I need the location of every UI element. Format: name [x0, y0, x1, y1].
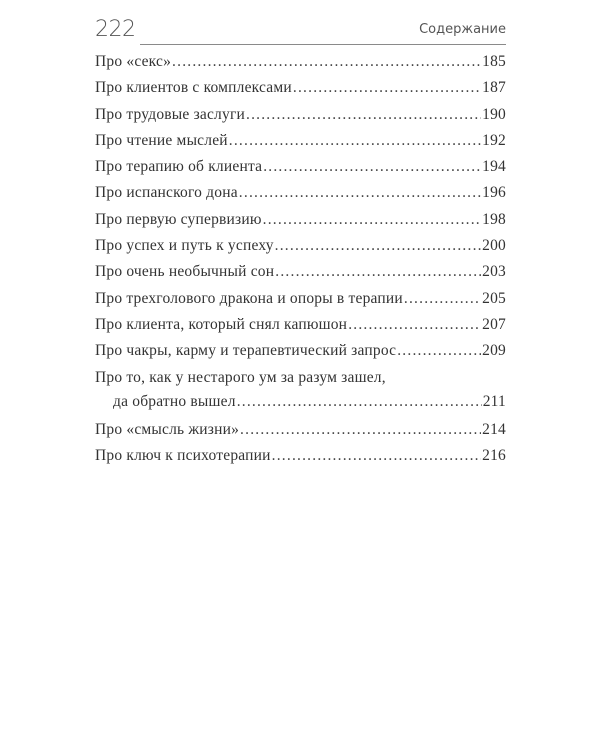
toc-entry-page: 203: [482, 263, 506, 281]
dot-leader: [293, 78, 481, 98]
dot-leader: [404, 289, 481, 309]
toc-entry-page: 198: [482, 210, 506, 228]
dot-leader: [240, 420, 481, 440]
toc-entry-title-line1: Про то, как у нестарого ум за разум зашел,: [95, 368, 386, 386]
toc-entry-title: Про успех и путь к успеху: [95, 237, 274, 255]
toc-entry-page: 207: [482, 315, 506, 333]
dot-leader: [397, 341, 481, 361]
toc-entry-title: Про чакры, карму и терапевтический запрос: [95, 342, 397, 360]
toc-entry-page: 214: [482, 420, 506, 438]
toc-entry-page: 196: [482, 184, 506, 202]
dot-leader: [229, 131, 481, 151]
toc-entry-title: Про клиентов с комплексами: [95, 79, 292, 97]
toc-entry-title: Про клиента, который снял капюшон: [95, 315, 348, 333]
toc-entry-page: 200: [482, 237, 506, 255]
dot-leader: [239, 183, 481, 203]
dot-leader: [263, 157, 481, 177]
toc-entry[interactable]: [95, 183, 506, 209]
toc-entry[interactable]: [95, 236, 506, 262]
section-title: Содержание: [419, 22, 506, 37]
toc-entry[interactable]: [95, 210, 506, 236]
dot-leader: [237, 392, 482, 412]
toc-entry-page: 216: [482, 446, 506, 464]
dot-leader: [275, 236, 481, 256]
toc-entry[interactable]: [95, 420, 506, 446]
toc-entry-title-line2: да обратно вышел: [113, 392, 236, 410]
toc-entry-page: 192: [482, 131, 506, 149]
toc-entry[interactable]: [95, 157, 506, 183]
toc-entry[interactable]: [95, 262, 506, 288]
toc-entry-page: 187: [482, 79, 506, 97]
toc-entry[interactable]: [95, 446, 506, 472]
toc-entry[interactable]: [95, 315, 506, 341]
running-header: [95, 18, 506, 48]
toc-entry[interactable]: [95, 105, 506, 131]
toc-entry-page: 194: [482, 158, 506, 176]
dot-leader: [246, 105, 481, 125]
toc-entry-title: Про терапию об клиента: [95, 158, 263, 176]
header-rule: [140, 44, 506, 45]
toc-entry[interactable]: [95, 289, 506, 315]
toc-entry-page: 205: [482, 289, 506, 307]
toc-entry-title: Про чтение мыслей: [95, 131, 228, 149]
toc-entry-title: Про первую супервизию: [95, 210, 262, 228]
table-of-contents: [95, 52, 506, 472]
toc-entry[interactable]: [95, 78, 506, 104]
toc-entry-title: Про «секс»: [95, 53, 172, 70]
toc-entry-title: Про испанского дона: [95, 184, 238, 202]
toc-entry-title: Про очень необычный сон: [95, 263, 275, 281]
toc-entry[interactable]: [95, 341, 506, 367]
dot-leader: [263, 210, 481, 230]
dot-leader: [172, 52, 481, 72]
dot-leader: [348, 315, 481, 335]
dot-leader: [272, 446, 482, 466]
page-number: 222: [95, 17, 136, 42]
toc-entry-page: 190: [482, 105, 506, 123]
toc-entry-title: Про трехголового дракона и опоры в терапии: [95, 289, 403, 307]
toc-entry-title: Про трудовые заслуги: [95, 105, 245, 123]
toc-entry[interactable]: [95, 52, 506, 78]
toc-entry-title: Про «смысль жизни»: [95, 420, 240, 438]
toc-entry[interactable]: [95, 131, 506, 157]
dot-leader: [275, 262, 481, 282]
toc-entry-page: 211: [482, 392, 506, 410]
toc-entry[interactable]: [95, 368, 506, 420]
toc-entry-page: 209: [482, 342, 506, 360]
toc-entry-page: 185: [482, 53, 506, 70]
toc-entry-title: Про ключ к психотерапии: [95, 446, 271, 464]
